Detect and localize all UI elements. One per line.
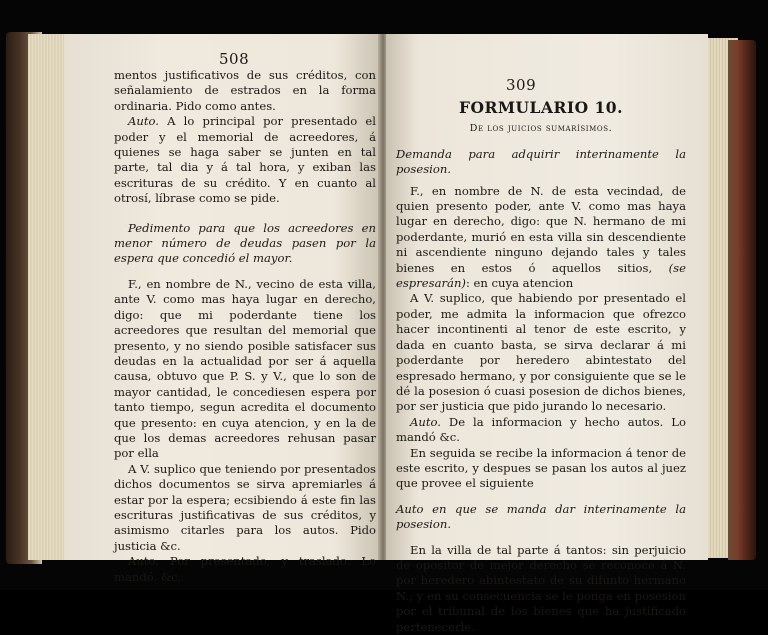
page-number-right: 309 (506, 76, 537, 94)
page-number-left: 508 (219, 50, 250, 68)
continuation-paragraph: mentos justificativos de sus créditos, con señalamiento de estrados en la forma ordinaria. Pido como antes. (114, 68, 376, 113)
auto-label: Auto. (128, 114, 159, 129)
suplico-paragraph-left: A V. suplico que teniendo por presentados dichos documentos se sirva apremiarles á estar por la espera; ecsibiendo á este fin las escrituras justificativas de sus créditos, y asimismo citarles para los autos. Pido justicia &c. (114, 461, 376, 553)
auto-paragraph-1 (114, 114, 376, 206)
en-seguida-paragraph: En seguida se recibe la informacion á tenor de este escrito, y despues se pasan los autos al juez que provee el siguiente (396, 445, 686, 491)
auto-heading: Auto en que se manda dar interinamente la posesion. (396, 501, 686, 532)
auto-text-right: De la informacion y hecho autos. Lo mandó &c. (396, 414, 686, 445)
demanda-body-italic: (se espresarán) (396, 260, 686, 291)
book-cover-right (728, 40, 756, 560)
auto-paragraph-2: Auto. Por presentado, y traslado. Lo mandó. &c. (114, 554, 376, 584)
demanda-body-part-2: : en cuya atencion (465, 276, 574, 291)
auto-label-right: Auto. (410, 414, 441, 429)
formulario-title: FORMULARIO 10. (459, 98, 623, 117)
page-edges-left (28, 34, 66, 560)
pedimento-body: F., en nombre de N., vecino de esta villa, ante V. como mas haya lugar en derecho, digo: que mi poderdante tiene los acreedores que resultan del memorial que presento, y no siendo posible satisfacer sus deudas en la actualidad por ser á aquella causa, obtuvo que P. S. y V., que lo son de mayor cantidad, le concediesen espera por tanto tiempo, segun acredita el documento que presento: en cuya atencion, y en la de que los demas acreedores rehusan pasar por ella (114, 276, 376, 461)
right-page (386, 34, 708, 634)
demanda-body (396, 184, 686, 292)
suplico-paragraph-right: A V. suplico, que habiendo por presentado el poder, me admita la informacion que ofrezco hacer incontinenti al tenor de este escrito, y dada en cuanto basta, se sirva declarar á mi poderdante por heredero abintestato del espresado hermano, y por consiguiente que se le dé la posesion ó cuasi posesion de dichos bienes, por ser justicia que pido jurando lo necesario. (396, 291, 686, 414)
left-page (64, 34, 382, 584)
pedimento-heading: Pedimento para que los acreedores en menor número de deudas pasen por la espera que concedió el mayor. (114, 220, 376, 266)
demanda-body-part-1: F., en nombre de N. de esta vecindad, de quien presento poder, ante V. como mas haya lugar en derecho, digo: que N. hermano de mi poderdante, murió en esta villa sin descendiente ni ascendiente ninguno dejando tales y tales bienes en estos ó aquellos sitios, (396, 183, 686, 275)
auto-text: A lo principal por presentado el poder y el memorial de acreedores, á quienes se haga saber se junten en tal parte, tal dia y á tal hora, y exiban las escrituras de su crédito. Y en cuanto al otrosí, líbrase como se pide. (114, 114, 376, 206)
section-subtitle: De los juicios sumarísimos. (469, 123, 613, 135)
right-page-text (396, 100, 686, 635)
left-page-text (114, 68, 376, 585)
final-paragraph: En la villa de tal parte á tantos: sin perjuicio de opositor de mejor derecho se reconoce á N. por heredero abintestato de su difunto hermano N.; y en su consecuencia se le ponga en posesion por el tribunal de los bienes que ha justificado pertenecerle. (396, 542, 686, 634)
demanda-heading: Demanda para adquirir interinamente la posesion. (396, 146, 686, 177)
auto-paragraph-right (396, 415, 686, 446)
